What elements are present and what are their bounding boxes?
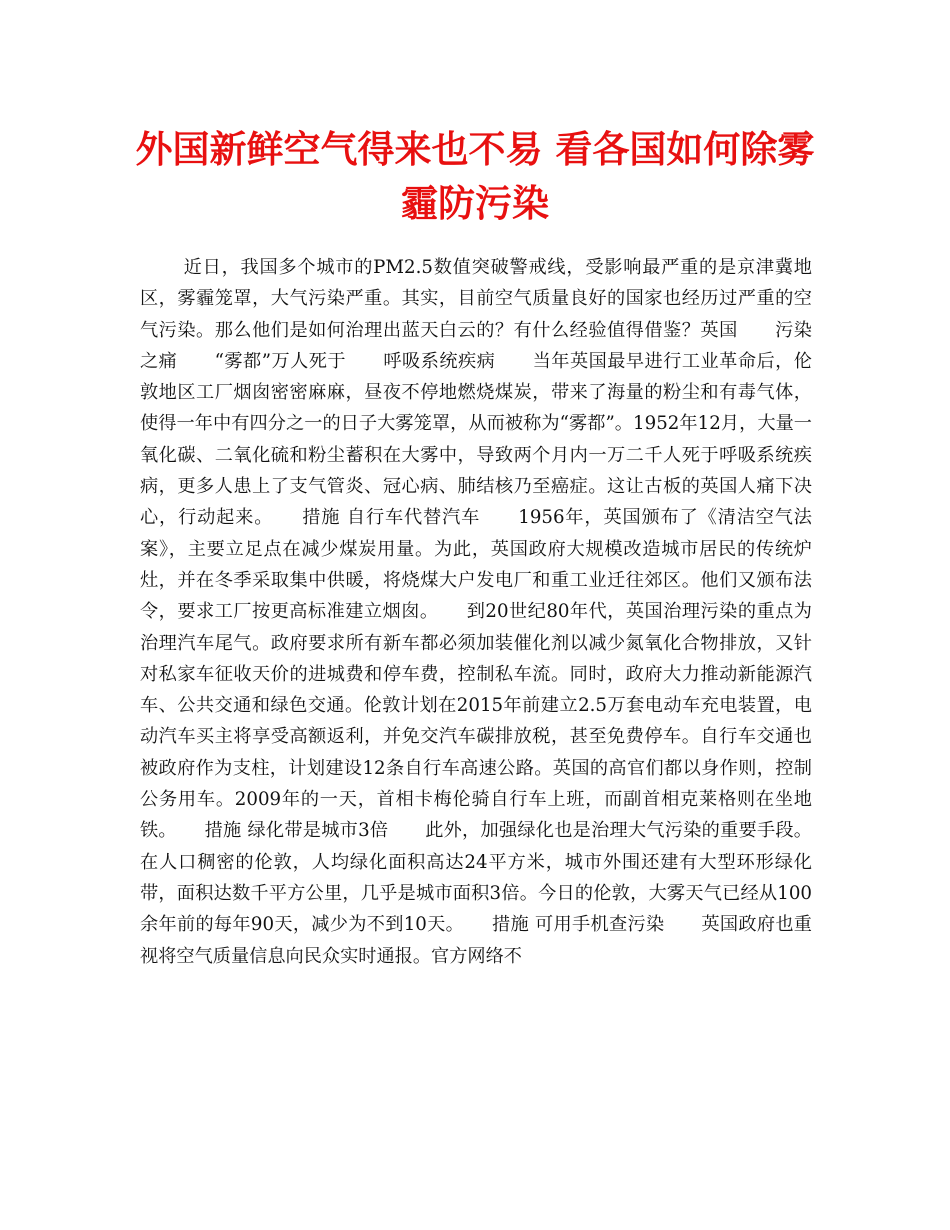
document-body-paragraph: 近日，我国多个城市的PM2.5数值突破警戒线，受影响最严重的是京津冀地区，雾霾笼罩，大气污染严重。其实，目前空气质量良好的国家也经历过严重的空气污染。那么他们是如何治理出蓝天白云的？有什么经验值得借鉴？英国 污染之痛 “雾都”万人死于 呼吸系统疾病 当年英国最早进行工业革命后，伦敦地区工厂烟囱密密麻麻，昼夜不停地燃烧煤炭，带来了海量的粉尘和有毒气体，使得一年中有四分之一的日子大雾笼罩，从而被称为“雾都”。1952年12月，大量一氧化碳、二氧化硫和粉尘蓄积在大雾中，导致两个月内一万二千人死于呼吸系统疾病，更多人患上了支气管炎、冠心病、肺结核乃至癌症。这让古板的英国人痛下决心，行动起来。 措施 自行车代替汽车 1956年，英国颁布了《清洁空气法案》，主要立足点在减少煤炭用量。为此，英国政府大规模改造城市居民的传统炉灶，并在冬季采取集中供暖，将烧煤大户发电厂和重工业迁往郊区。他们又颁布法令，要求工厂按更高标准建立烟囱。 到20世纪80年代，英国治理污染的重点为治理汽车尾气。政府要求所有新车都必须加装催化剂以减少氮氧化合物排放，又针对私家车征收天价的进城费和停车费，控制私车流。同时，政府大力推动新能源汽车、公共交通和绿色交通。伦敦计划在2015年前建立2.5万套电动车充电装置，电动汽车买主将享受高额返利，并免交汽车碳排放税，甚至免费停车。自行车交通也被政府作为支柱，计划建设12条自行车高速公路。英国的高官们都以身作则，控制公务用车。2009年的一天，首相卡梅伦骑自行车上班，而副首相克莱格则在坐地铁。 措施 绿化带是城市3倍 此外，加强绿化也是治理大气污染的重要手段。在人口稠密的伦敦，人均绿化面积高达24平方米，城市外围还建有大型环形绿化带，面积达数千平方公里，几乎是城市面积3倍。今日的伦敦，大雾天气已经从100余年前的每年90天，减少为不到10天。 措施 可用手机查污染 英国政府也重视将空气质量信息向民众实时通报。官方网络不 bbox=[140, 257, 812, 967]
document-title: 外国新鲜空气得来也不易 看各国如何除雾霾防污染 bbox=[135, 127, 815, 225]
